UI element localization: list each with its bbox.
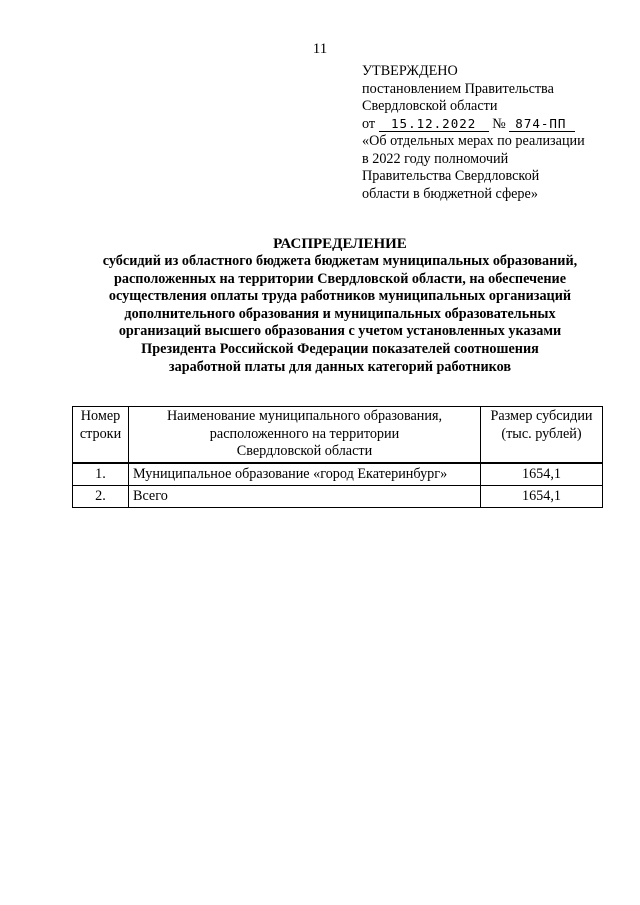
header-text: Номер: [80, 408, 121, 424]
approval-block: [362, 63, 622, 203]
approval-number: 874-ПП: [509, 117, 575, 132]
header-text: расположенного на территории: [209, 425, 400, 442]
row-municipality: Муниципальное образование «город Екатеринбург»: [129, 463, 481, 486]
header-text: Свердловской области: [236, 443, 373, 459]
row-municipality: Всего: [129, 485, 481, 507]
heading-line: заработной платы для данных категорий работников: [168, 358, 512, 375]
header-text: строки: [79, 425, 122, 442]
header-text: Наименование муниципального образования,: [166, 408, 443, 424]
approval-description: Правительства Свердловской: [362, 168, 540, 184]
table-row: [73, 463, 603, 486]
heading-line: Президента Российской Федерации показателей соотношения: [141, 340, 539, 357]
row-amount: 1654,1: [481, 485, 603, 507]
row-number: 2.: [73, 485, 129, 507]
row-amount: 1654,1: [481, 463, 603, 486]
heading-line: субсидий из областного бюджета бюджетам муниципальных образований,: [102, 253, 578, 269]
row-number: 1.: [73, 463, 129, 486]
heading-line: расположенных на территории Свердловской области, на обеспечение: [113, 270, 566, 287]
approval-title: УТВЕРЖДЕНО: [362, 63, 458, 79]
header-row-number: [73, 407, 129, 463]
approval-line: Свердловской области: [362, 98, 498, 114]
table-header-row: [73, 407, 603, 463]
document-title: РАСПРЕДЕЛЕНИЕ: [273, 236, 407, 252]
heading-line: организаций высшего образования с учетом установленных указами: [118, 323, 562, 340]
page-number: 11: [312, 41, 328, 57]
table-row: [73, 485, 603, 507]
approval-line: постановлением Правительства: [362, 80, 554, 97]
header-text: (тыс. рублей): [501, 425, 582, 442]
approval-date-row: [362, 116, 622, 134]
header-municipality: [129, 407, 481, 463]
document-heading: [68, 235, 612, 376]
approval-description: области в бюджетной сфере»: [362, 185, 538, 202]
approval-description: «Об отдельных мерах по реализации: [362, 133, 585, 149]
number-label: №: [492, 115, 506, 132]
approval-date: 15.12.2022: [379, 117, 489, 132]
distribution-table: [72, 406, 603, 508]
heading-line: осуществления оплаты труда работников муниципальных организаций: [108, 288, 572, 305]
heading-line: дополнительного образования и муниципальных образовательных: [124, 305, 556, 322]
header-text: Размер субсидии: [490, 408, 593, 424]
header-subsidy-amount: [481, 407, 603, 463]
from-label: от: [362, 115, 376, 132]
approval-description: в 2022 году полномочий: [362, 150, 509, 167]
